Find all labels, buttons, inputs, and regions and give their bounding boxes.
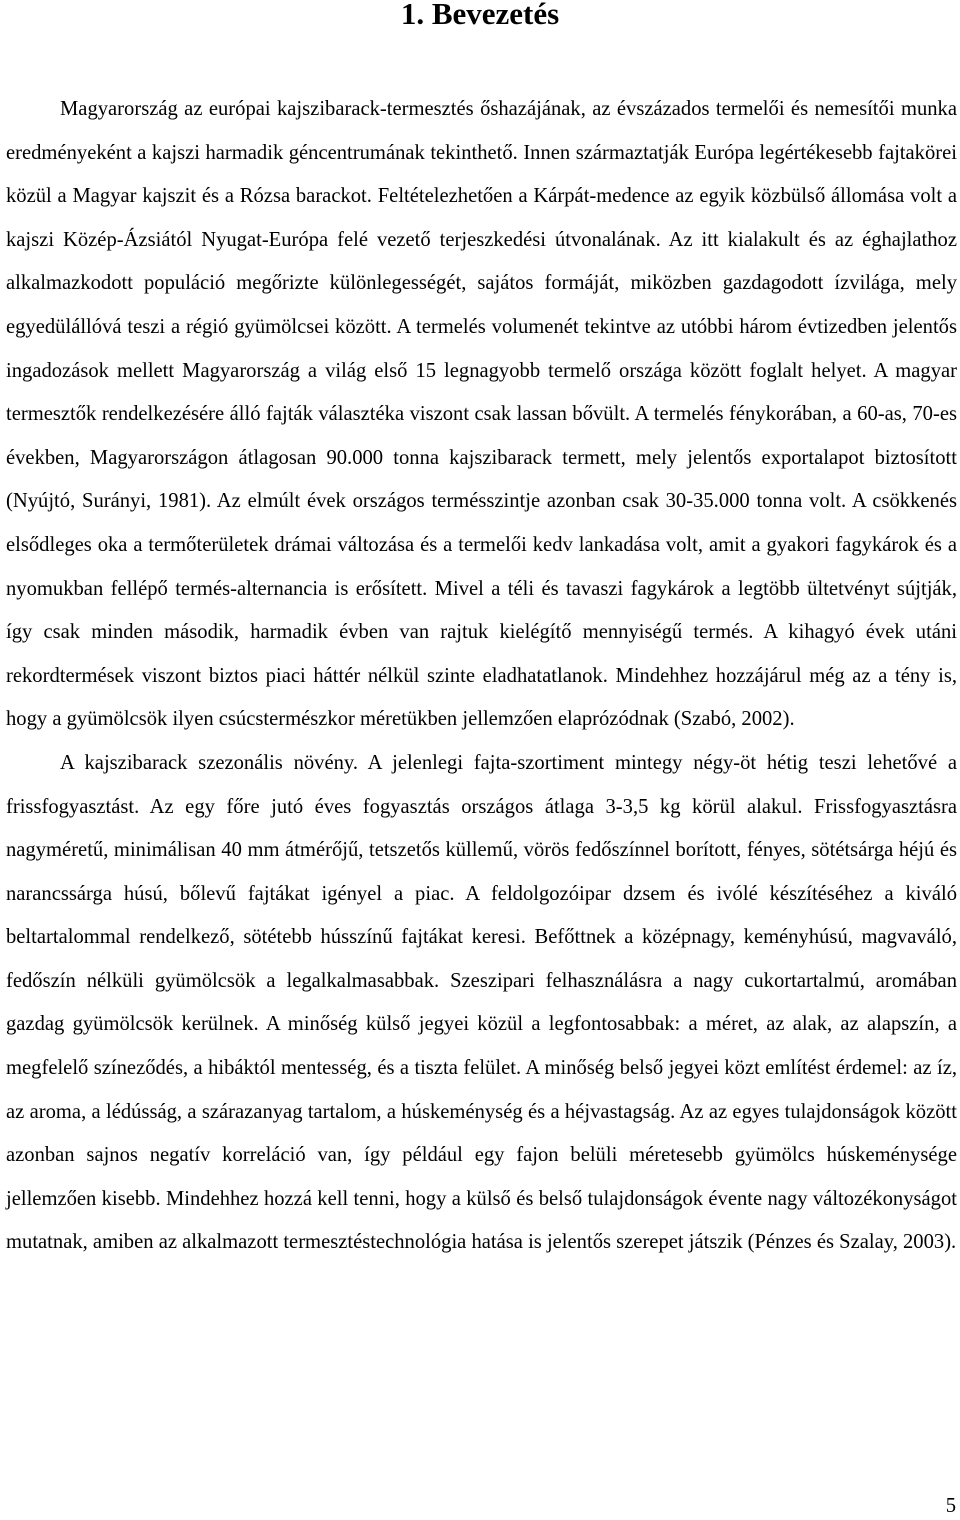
chapter-heading: 1. Bevezetés	[400, 0, 560, 31]
body-text	[6, 88, 957, 1265]
page-number: 5	[945, 1495, 956, 1517]
paragraph-2: A kajszibarack szezonális növény. A jelenlegi fajta-szortiment mintegy négy-öt hétig teszi lehetővé a frissfogyasztást. Az egy főre jutó éves fogyasztás országos átlaga 3-3,5 kg körül alakul. Frissfogyasztásra nagyméretű, minimálisan 40 mm átmérőjű, tetszetős küllemű, vörös fedőszínnel borított, fényes, sötétsárga héjú és narancssárga húsú, bőlevű fajtákat igényel a piac. A feldolgozóipar dzsem és ivólé készítéséhez a kiváló beltartalommal rendelkező, sötétebb hússzínű fajtákat keresi. Befőttnek a középnagy, keményhúsú, magvaváló, fedőszín nélküli gyümölcsök a legalkalmasabbak. Szeszipari felhasználásra a nagy cukortartalmú, aromában gazdag gyümölcsök kerülnek. A minőség külső jegyei közül a legfontosabbak: a méret, az alak, az alapszín, a megfelelő színeződés, a hibáktól mentesség, és a tiszta felület. A minőség belső jegyei közt említést érdemel: az íz, az aroma, a lédússág, a szárazanyag tartalom, a húskeménység és a héjvastagság. Az az egyes tulajdonságok között azonban sajnos negatív korreláció van, így például egy fajon belüli méretesebb gyümölcs húskeménysége jellemzően kisebb. Mindehhez hozzá kell tenni, hogy a külső és belső tulajdonságok évente nagy változékonyságot mutatnak, amiben az alkalmazott termesztéstechnológia hatása is jelentős szerepet játszik (Pénzes és Szalay, 2003).	[6, 751, 957, 1254]
paragraph-1: Magyarország az európai kajszibarack-termesztés őshazájának, az évszázados termelői és nemesítői munka eredményeként a kajszi harmadik géncentrumának tekinthető. Innen származtatják Európa legértékesebb fajtakörei közül a Magyar kajszit és a Rózsa barackot. Feltételezhetően a Kárpát-medence az egyik közbülső állomása volt a kajszi Közép-Ázsiától Nyugat-Európa felé vezető terjeszkedési útvonalának. Az itt kialakult és az éghajlathoz alkalmazkodott populáció megőrizte különlegességét, sajátos formáját, miközben gazdagodott ízvilága, mely egyedülállóvá teszi a régió gyümölcsei között. A termelés volumenét tekintve az utóbbi három évtizedben jelentős ingadozások mellett Magyarország a világ első 15 legnagyobb termelő országa között foglalt helyet. A magyar termesztők rendelkezésére álló fajták választéka viszont csak lassan bővült. A termelés fénykorában, a 60-as, 70-es években, Magyarországon átlagosan 90.000 tonna kajszibarack termett, mely jelentős exportalapot biztosított (Nyújtó, Surányi, 1981). Az elmúlt évek országos termésszintje azonban csak 30-35.000 tonna volt. A csökkenés elsődleges oka a termőterületek drámai változása és a termelői kedv lankadása volt, amit a gyakori fagykárok és a nyomukban fellépő termés-alternancia is erősített. Mivel a téli és tavaszi fagykárok a legtöbb ültetvényt sújtják, így csak minden második, harmadik évben van rajtuk kielégítő mennyiségű termés. A kihagyó évek utáni rekordtermések viszont biztos piaci háttér nélkül szinte eladhatatlanok. Mindehhez hozzájárul még az a tény is, hogy a gyümölcsök ilyen csúcstermészkor méretükben jellemzően elaprózódnak (Szabó, 2002).	[6, 98, 957, 731]
